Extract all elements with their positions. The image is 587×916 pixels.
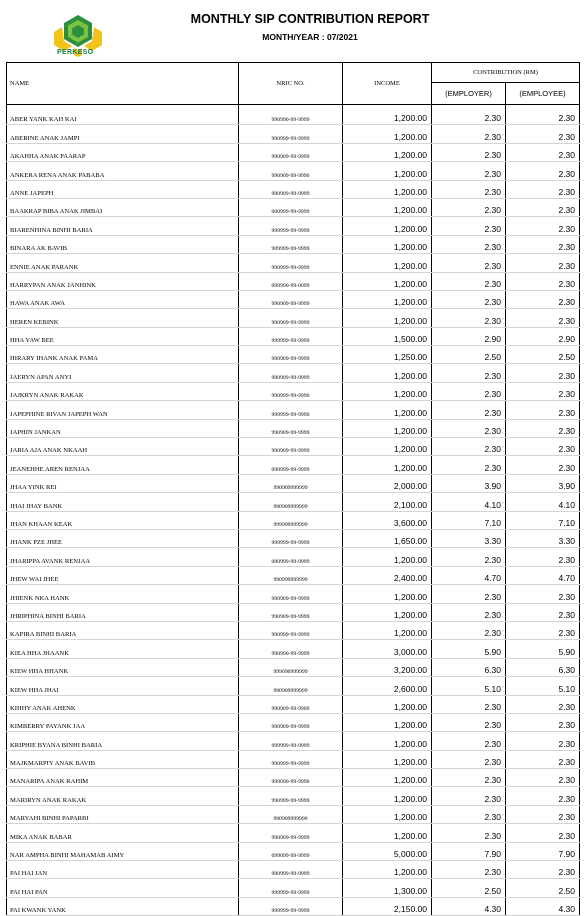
cell-employer: 2.30 bbox=[432, 824, 506, 842]
cell-name: JHARIPPA AVANK RENJAA bbox=[7, 548, 239, 566]
cell-employer: 2.30 bbox=[432, 125, 506, 143]
cell-income: 3,000.00 bbox=[343, 640, 432, 658]
cell-employer: 3.30 bbox=[432, 529, 506, 547]
cell-name: JAJKRYN ANAK RAKAK bbox=[7, 382, 239, 400]
table-row bbox=[7, 529, 580, 547]
cell-income: 1,200.00 bbox=[343, 419, 432, 437]
cell-nric: 990909-99-9999 bbox=[239, 346, 343, 364]
cell-income: 1,200.00 bbox=[343, 787, 432, 805]
table-row bbox=[7, 713, 580, 731]
cell-employee: 2.30 bbox=[506, 290, 580, 308]
column-header-nric: NRIC NO. bbox=[239, 63, 343, 105]
cell-income: 1,200.00 bbox=[343, 235, 432, 253]
cell-income: 1,200.00 bbox=[343, 805, 432, 823]
cell-nric: 990909-99-9999 bbox=[239, 290, 343, 308]
cell-name: JHEW WAI JHEE bbox=[7, 566, 239, 584]
table-row bbox=[7, 805, 580, 823]
table-row bbox=[7, 621, 580, 639]
cell-employer: 2.30 bbox=[432, 438, 506, 456]
cell-income: 1,200.00 bbox=[343, 162, 432, 180]
cell-income: 1,200.00 bbox=[343, 456, 432, 474]
table-row bbox=[7, 180, 580, 198]
table-row bbox=[7, 548, 580, 566]
cell-nric: 990909999999 bbox=[239, 474, 343, 492]
cell-name: BAAKRAP BIBA ANAK JIMBAI bbox=[7, 198, 239, 216]
cell-nric: 090999-99-9999 bbox=[239, 548, 343, 566]
cell-nric: 990999-99-9999 bbox=[239, 750, 343, 768]
cell-employee: 2.50 bbox=[506, 346, 580, 364]
cell-employee: 2.30 bbox=[506, 309, 580, 327]
cell-employee: 7.90 bbox=[506, 842, 580, 860]
cell-employee: 2.30 bbox=[506, 162, 580, 180]
cell-name: KIEW HHA JHAI bbox=[7, 677, 239, 695]
table-row bbox=[7, 309, 580, 327]
table-row bbox=[7, 677, 580, 695]
cell-employer: 2.30 bbox=[432, 456, 506, 474]
cell-nric: 999999-99-9999 bbox=[239, 879, 343, 897]
cell-employee: 7.10 bbox=[506, 511, 580, 529]
logo-text: PERKESO bbox=[57, 49, 94, 56]
cell-employee: 2.30 bbox=[506, 769, 580, 787]
cell-employee: 6.30 bbox=[506, 658, 580, 676]
cell-income: 1,200.00 bbox=[343, 290, 432, 308]
table-row bbox=[7, 787, 580, 805]
cell-employer: 2.30 bbox=[432, 364, 506, 382]
cell-nric: 999999-99-9999 bbox=[239, 897, 343, 915]
cell-nric: 990909-99-9999 bbox=[239, 143, 343, 161]
cell-employee: 2.30 bbox=[506, 217, 580, 235]
cell-employer: 2.30 bbox=[432, 162, 506, 180]
table-body bbox=[7, 105, 580, 916]
cell-nric: 999999-99-9999 bbox=[239, 327, 343, 345]
cell-name: PAI HAI JAN bbox=[7, 861, 239, 879]
cell-name: MANARIPA ANAK RAHIM bbox=[7, 769, 239, 787]
cell-employer: 7.10 bbox=[432, 511, 506, 529]
cell-employee: 2.30 bbox=[506, 438, 580, 456]
cell-nric: 990999-99-9999 bbox=[239, 787, 343, 805]
cell-employee: 2.30 bbox=[506, 254, 580, 272]
cell-employer: 5.90 bbox=[432, 640, 506, 658]
cell-employee: 4.30 bbox=[506, 897, 580, 915]
cell-employee: 2.30 bbox=[506, 621, 580, 639]
table-row bbox=[7, 125, 580, 143]
cell-name: ABER YANK KAH KAI bbox=[7, 107, 239, 125]
table-row bbox=[7, 143, 580, 161]
cell-income: 1,200.00 bbox=[343, 198, 432, 216]
cell-employer: 6.30 bbox=[432, 658, 506, 676]
cell-nric: 990909999999 bbox=[239, 677, 343, 695]
cell-employee: 5.90 bbox=[506, 640, 580, 658]
cell-employer: 2.30 bbox=[432, 309, 506, 327]
cell-income: 5,000.00 bbox=[343, 842, 432, 860]
cell-nric: 990999-99-9999 bbox=[239, 125, 343, 143]
table-row bbox=[7, 217, 580, 235]
cell-nric: 990909-99-9999 bbox=[239, 180, 343, 198]
cell-income: 1,200.00 bbox=[343, 585, 432, 603]
cell-income: 1,200.00 bbox=[343, 732, 432, 750]
cell-employee: 5.10 bbox=[506, 677, 580, 695]
cell-name: KRIPHIE BYANA BINHI BARIA bbox=[7, 732, 239, 750]
cell-employer: 2.30 bbox=[432, 621, 506, 639]
cell-name: MIKA ANAK BABAR bbox=[7, 824, 239, 842]
table-row bbox=[7, 419, 580, 437]
table-row bbox=[7, 879, 580, 897]
cell-employee: 2.30 bbox=[506, 861, 580, 879]
cell-employer: 5.10 bbox=[432, 677, 506, 695]
cell-name: KIEW HHA HHANK bbox=[7, 658, 239, 676]
cell-nric: 990999-99-9999 bbox=[239, 621, 343, 639]
cell-income: 2,600.00 bbox=[343, 677, 432, 695]
cell-employee: 2.30 bbox=[506, 198, 580, 216]
cell-income: 2,150.00 bbox=[343, 897, 432, 915]
cell-income: 1,200.00 bbox=[343, 824, 432, 842]
table-row bbox=[7, 456, 580, 474]
column-header-employer: (EMPLOYER) bbox=[432, 83, 506, 105]
cell-name: JHRIPHINA BINHI BARIA bbox=[7, 603, 239, 621]
cell-income: 1,200.00 bbox=[343, 180, 432, 198]
cell-nric: 990909-99-9999 bbox=[239, 603, 343, 621]
cell-employer: 2.30 bbox=[432, 769, 506, 787]
cell-employee: 2.30 bbox=[506, 603, 580, 621]
cell-employer: 2.30 bbox=[432, 787, 506, 805]
cell-nric: 999999-99-9999 bbox=[239, 217, 343, 235]
table-row bbox=[7, 272, 580, 290]
cell-employer: 2.30 bbox=[432, 603, 506, 621]
cell-employee: 2.30 bbox=[506, 805, 580, 823]
cell-employee: 2.30 bbox=[506, 143, 580, 161]
table-row bbox=[7, 198, 580, 216]
cell-employer: 2.50 bbox=[432, 346, 506, 364]
cell-name: ANKERA RENA ANAK PABABA bbox=[7, 162, 239, 180]
cell-name: HEREN KEBINK bbox=[7, 309, 239, 327]
cell-income: 1,200.00 bbox=[343, 254, 432, 272]
cell-name: HAWA ANAK AWA bbox=[7, 290, 239, 308]
cell-income: 1,200.00 bbox=[343, 769, 432, 787]
cell-name: MARIRYN ANAK RAKAK bbox=[7, 787, 239, 805]
cell-name: JARIA AJA ANAK NKAAH bbox=[7, 438, 239, 456]
cell-name: KIEA HHA JHAANK bbox=[7, 640, 239, 658]
cell-name: JEANEHHE AREN RENJAA bbox=[7, 456, 239, 474]
cell-nric: 990990-99-9999 bbox=[239, 107, 343, 125]
column-header-contribution: CONTRIBUTION (RM) bbox=[432, 63, 580, 83]
cell-nric: 990909-99-9999 bbox=[239, 419, 343, 437]
cell-income: 1,200.00 bbox=[343, 603, 432, 621]
cell-income: 1,200.00 bbox=[343, 750, 432, 768]
table-row bbox=[7, 585, 580, 603]
cell-income: 2,000.00 bbox=[343, 474, 432, 492]
cell-name: JHAN KHAAN KEAK bbox=[7, 511, 239, 529]
cell-income: 1,200.00 bbox=[343, 548, 432, 566]
cell-employee: 2.30 bbox=[506, 419, 580, 437]
cell-nric: 990909-99-9999 bbox=[239, 824, 343, 842]
cell-name: KAPIRA BINHI BARIA bbox=[7, 621, 239, 639]
cell-income: 3,200.00 bbox=[343, 658, 432, 676]
cell-income: 1,500.00 bbox=[343, 327, 432, 345]
cell-employer: 7.90 bbox=[432, 842, 506, 860]
cell-employer: 2.30 bbox=[432, 272, 506, 290]
column-header-name: NAME bbox=[7, 63, 239, 105]
cell-employee: 4.70 bbox=[506, 566, 580, 584]
cell-nric: 990999-99-9999 bbox=[239, 861, 343, 879]
cell-employee: 2.50 bbox=[506, 879, 580, 897]
cell-employer: 2.30 bbox=[432, 217, 506, 235]
cell-nric: 090999-99-9999 bbox=[239, 456, 343, 474]
cell-employee: 2.30 bbox=[506, 824, 580, 842]
table-row bbox=[7, 732, 580, 750]
cell-income: 1,200.00 bbox=[343, 438, 432, 456]
table-row bbox=[7, 861, 580, 879]
cell-nric: 990909-99-9990 bbox=[239, 162, 343, 180]
cell-nric: 999090-99-9990 bbox=[239, 769, 343, 787]
cell-employer: 2.30 bbox=[432, 401, 506, 419]
cell-employee: 3.30 bbox=[506, 529, 580, 547]
cell-name: PAI KWANK YANK bbox=[7, 897, 239, 915]
cell-income: 2,400.00 bbox=[343, 566, 432, 584]
cell-name: KIMBERRY PAYANK JAA bbox=[7, 713, 239, 731]
cell-nric: 990909-99-9909 bbox=[239, 695, 343, 713]
cell-employee: 2.30 bbox=[506, 585, 580, 603]
table-row bbox=[7, 769, 580, 787]
cell-employer: 2.30 bbox=[432, 419, 506, 437]
column-header-income: INCOME bbox=[343, 63, 432, 105]
cell-employee: 2.30 bbox=[506, 713, 580, 731]
cell-income: 1,200.00 bbox=[343, 107, 432, 125]
cell-name: JHAA YINK REI bbox=[7, 474, 239, 492]
cell-income: 1,200.00 bbox=[343, 861, 432, 879]
cell-employer: 2.30 bbox=[432, 290, 506, 308]
cell-employee: 2.30 bbox=[506, 787, 580, 805]
cell-employer: 2.30 bbox=[432, 235, 506, 253]
cell-nric: 099099-99-9999 bbox=[239, 842, 343, 860]
contribution-table bbox=[6, 62, 580, 916]
table-row bbox=[7, 474, 580, 492]
cell-employer: 3.90 bbox=[432, 474, 506, 492]
cell-nric: 999090999999 bbox=[239, 658, 343, 676]
cell-nric: 000999-99-9999 bbox=[239, 198, 343, 216]
cell-nric: 999999999999 bbox=[239, 511, 343, 529]
cell-nric: 099990-99-0099 bbox=[239, 272, 343, 290]
cell-employee: 2.30 bbox=[506, 235, 580, 253]
table-row bbox=[7, 603, 580, 621]
cell-employee: 3.90 bbox=[506, 474, 580, 492]
cell-income: 1,200.00 bbox=[343, 713, 432, 731]
cell-name: JHIENK NKA HANK bbox=[7, 585, 239, 603]
cell-income: 1,200.00 bbox=[343, 621, 432, 639]
cell-name: JAPHIN JANKAN bbox=[7, 419, 239, 437]
cell-employee: 2.30 bbox=[506, 180, 580, 198]
cell-name: MARYAHI BINHI PAPARBI bbox=[7, 805, 239, 823]
cell-employer: 4.70 bbox=[432, 566, 506, 584]
cell-name: HIRARY IHANK ANAK PAMA bbox=[7, 346, 239, 364]
cell-employee: 2.30 bbox=[506, 732, 580, 750]
cell-income: 1,200.00 bbox=[343, 143, 432, 161]
table-row bbox=[7, 346, 580, 364]
cell-employer: 2.30 bbox=[432, 805, 506, 823]
cell-nric: 990999999999 bbox=[239, 566, 343, 584]
cell-employee: 2.30 bbox=[506, 695, 580, 713]
cell-income: 1,200.00 bbox=[343, 272, 432, 290]
cell-employer: 2.30 bbox=[432, 713, 506, 731]
table-row bbox=[7, 401, 580, 419]
cell-employee: 2.90 bbox=[506, 327, 580, 345]
cell-name: NAR AMPHA BINHI MAHAMAB AIMY bbox=[7, 842, 239, 860]
cell-income: 3,600.00 bbox=[343, 511, 432, 529]
table-row bbox=[7, 695, 580, 713]
cell-employee: 2.30 bbox=[506, 750, 580, 768]
cell-employer: 2.30 bbox=[432, 585, 506, 603]
cell-name: JAPEPHINE RIVAN JAPEPH WAN bbox=[7, 401, 239, 419]
cell-nric: 990999-99-9990 bbox=[239, 382, 343, 400]
cell-employer: 2.30 bbox=[432, 107, 506, 125]
table-row bbox=[7, 824, 580, 842]
table-row bbox=[7, 511, 580, 529]
cell-income: 1,250.00 bbox=[343, 346, 432, 364]
column-header-employee: (EMPLOYEE) bbox=[506, 83, 580, 105]
cell-nric: 990999-99-9999 bbox=[239, 254, 343, 272]
table-row bbox=[7, 107, 580, 125]
cell-employer: 2.30 bbox=[432, 750, 506, 768]
cell-employer: 2.30 bbox=[432, 732, 506, 750]
cell-employer: 2.30 bbox=[432, 198, 506, 216]
cell-name: JHAI JHAY BANK bbox=[7, 493, 239, 511]
cell-nric: 990990-99-9999 bbox=[239, 640, 343, 658]
contribution-table-wrapper bbox=[6, 62, 580, 916]
table-row bbox=[7, 162, 580, 180]
cell-employer: 2.30 bbox=[432, 382, 506, 400]
cell-name: PAI HAI PAN bbox=[7, 879, 239, 897]
cell-name: HARRYPAN ANAK JANHINK bbox=[7, 272, 239, 290]
cell-name: BIARENHINA BINHI BARIA bbox=[7, 217, 239, 235]
cell-nric: 990909-99-9999 bbox=[239, 585, 343, 603]
cell-income: 1,200.00 bbox=[343, 364, 432, 382]
cell-employer: 4.30 bbox=[432, 897, 506, 915]
cell-employer: 2.30 bbox=[432, 548, 506, 566]
cell-name: ABERINE ANAK JAMPI bbox=[7, 125, 239, 143]
cell-nric: 909999-99-9999 bbox=[239, 235, 343, 253]
cell-employer: 2.30 bbox=[432, 861, 506, 879]
table-row bbox=[7, 658, 580, 676]
cell-name: JAERYN APAN ANYI bbox=[7, 364, 239, 382]
cell-income: 1,200.00 bbox=[343, 382, 432, 400]
cell-income: 2,100.00 bbox=[343, 493, 432, 511]
cell-nric: 990909999990 bbox=[239, 805, 343, 823]
cell-nric: 999999-99-9999 bbox=[239, 732, 343, 750]
cell-employee: 2.30 bbox=[506, 272, 580, 290]
cell-employee: 2.30 bbox=[506, 548, 580, 566]
table-row bbox=[7, 493, 580, 511]
cell-employee: 2.30 bbox=[506, 382, 580, 400]
cell-income: 1,200.00 bbox=[343, 309, 432, 327]
table-row bbox=[7, 897, 580, 915]
table-row bbox=[7, 438, 580, 456]
report-title: MONTHLY SIP CONTRIBUTION REPORT bbox=[190, 12, 430, 26]
cell-employee: 2.30 bbox=[506, 107, 580, 125]
cell-income: 1,300.00 bbox=[343, 879, 432, 897]
table-row bbox=[7, 254, 580, 272]
cell-nric: 990909-99-9999 bbox=[239, 713, 343, 731]
table-row bbox=[7, 382, 580, 400]
table-row bbox=[7, 235, 580, 253]
cell-income: 1,200.00 bbox=[343, 401, 432, 419]
cell-employer: 2.90 bbox=[432, 327, 506, 345]
cell-nric: 999999-99-9999 bbox=[239, 529, 343, 547]
cell-income: 1,200.00 bbox=[343, 217, 432, 235]
cell-employee: 4.10 bbox=[506, 493, 580, 511]
cell-employee: 2.30 bbox=[506, 401, 580, 419]
cell-name: HHA YAW BEE bbox=[7, 327, 239, 345]
table-row bbox=[7, 327, 580, 345]
cell-nric: 999999-99-9990 bbox=[239, 401, 343, 419]
cell-name: ENNIE ANAK PARANK bbox=[7, 254, 239, 272]
table-row bbox=[7, 290, 580, 308]
cell-name: KIHHY ANAK AHENK bbox=[7, 695, 239, 713]
table-row bbox=[7, 566, 580, 584]
cell-employer: 2.30 bbox=[432, 695, 506, 713]
cell-name: ANNE JAPEPH bbox=[7, 180, 239, 198]
cell-nric: 990909-99-9999 bbox=[239, 364, 343, 382]
table-row bbox=[7, 364, 580, 382]
cell-nric: 990909-99-9999 bbox=[239, 309, 343, 327]
cell-nric: 990909-99-9999 bbox=[239, 438, 343, 456]
cell-employee: 2.30 bbox=[506, 456, 580, 474]
cell-income: 1,650.00 bbox=[343, 529, 432, 547]
report-period: MONTH/YEAR : 07/2021 bbox=[262, 32, 358, 42]
cell-income: 1,200.00 bbox=[343, 695, 432, 713]
cell-employee: 2.30 bbox=[506, 364, 580, 382]
cell-income: 1,200.00 bbox=[343, 125, 432, 143]
cell-name: MAJKMARPIY ANAK BAVIB bbox=[7, 750, 239, 768]
cell-nric: 990909999999 bbox=[239, 493, 343, 511]
table-row bbox=[7, 842, 580, 860]
cell-name: AKAHHA ANAK PAARAP bbox=[7, 143, 239, 161]
cell-employer: 2.30 bbox=[432, 180, 506, 198]
table-row bbox=[7, 750, 580, 768]
cell-employee: 2.30 bbox=[506, 125, 580, 143]
cell-employer: 2.50 bbox=[432, 879, 506, 897]
cell-employer: 4.10 bbox=[432, 493, 506, 511]
cell-employer: 2.30 bbox=[432, 143, 506, 161]
cell-name: JHANK PZE JHEE bbox=[7, 529, 239, 547]
cell-employer: 2.30 bbox=[432, 254, 506, 272]
table-row bbox=[7, 640, 580, 658]
cell-name: BINARA AK BAVIB bbox=[7, 235, 239, 253]
